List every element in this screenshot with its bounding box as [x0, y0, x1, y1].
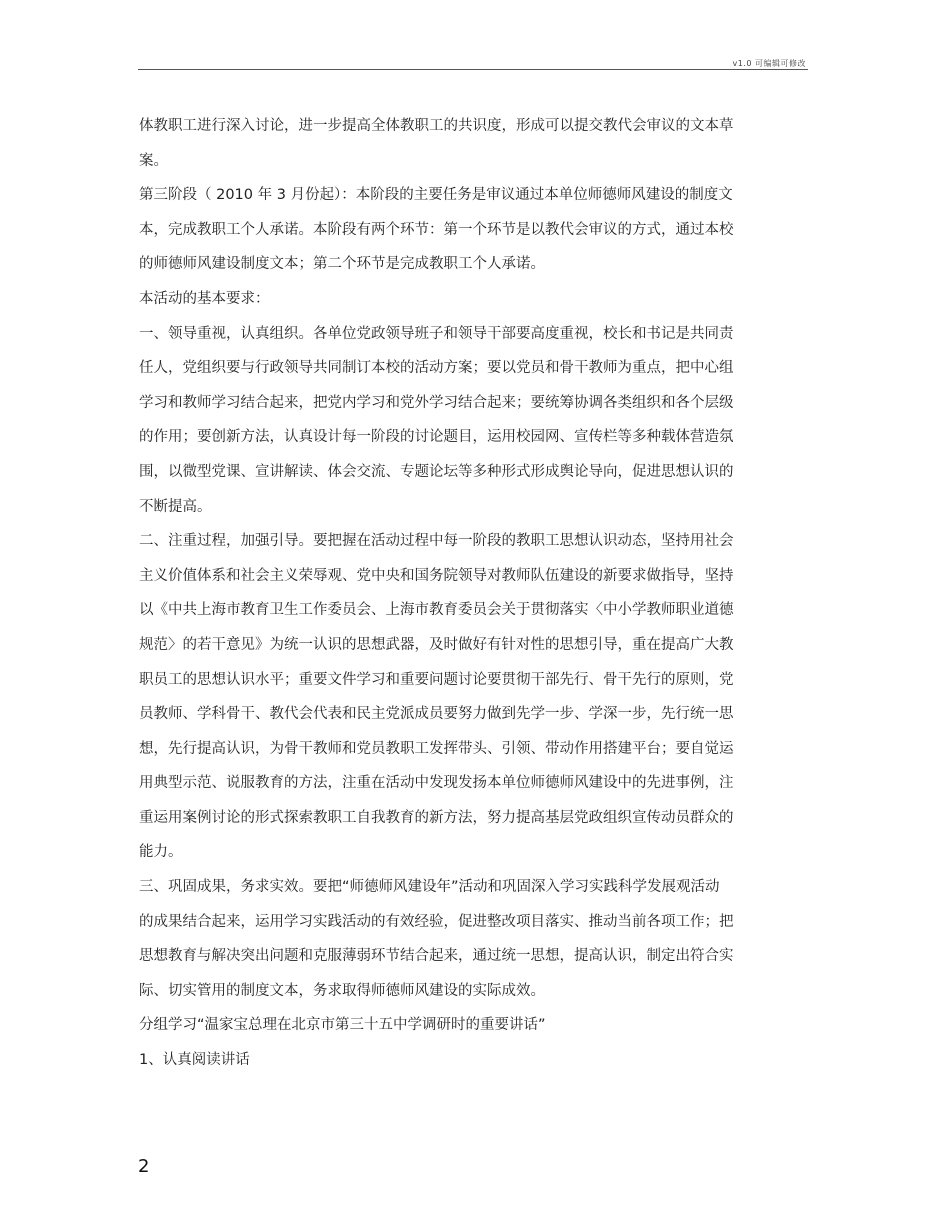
text-line: 用典型示范、说服教育的方法，注重在活动中发现发扬本单位师德师风建设中的先进事例，注: [139, 775, 734, 792]
header-divider: [138, 69, 808, 70]
text-line: 重运用案例讨论的形式探索教职工自我教育的新方法，努力提高基层党政组织宣传动员群众的: [139, 809, 734, 826]
text-line: 本，完成教职工个人承诺。本阶段有两个环节：第一个环节是以教代会审议的方式，通过本校: [139, 221, 734, 238]
text-line: 际、切实管用的制度文本，务求取得师德师风建设的实际成效。: [139, 982, 545, 999]
text-line: 体教职工进行深入讨论，进一步提高全体教职工的共识度，形成可以提交教代会审议的文本草: [139, 118, 734, 134]
text-line: 主义价值体系和社会主义荣辱观、党中央和国务院领导对教师队伍建设的新要求做指导，坚持: [139, 567, 734, 584]
text-line: 员教师、学科骨干、教代会代表和民主党派成员要努力做到先学一步、学深一步，先行统一思: [139, 706, 734, 723]
text-line: 思想教育与解决突出问题和克服薄弱环节结合起来，通过统一思想，提高认识，制定出符合实: [139, 948, 734, 965]
document-body: [139, 109, 809, 1078]
text-line: 学习和教师学习结合起来，把党内学习和党外学习结合起来；要统筹协调各类组织和各个层级: [139, 394, 734, 411]
text-line: 1、认真阅读讲话: [139, 1052, 250, 1069]
text-line: 三、巩固成果，务求实效。要把“师德师风建设年”活动和巩固深入学习实践科学发展观活动: [139, 879, 720, 896]
text-line: 职员工的思想认识水平；重要文件学习和重要问题讨论要贯彻干部先行、骨干先行的原则，党: [139, 671, 734, 688]
page-number: 2: [138, 1156, 150, 1177]
text-line: 的师德师风建设制度文本；第二个环节是完成教职工个人承诺。: [139, 256, 545, 273]
text-line: 以《中共上海市教育卫生工作委员会、上海市教育委员会关于贯彻落实〈中小学教师职业道德: [139, 602, 734, 619]
version-header: v1.0 可编辑可修改: [732, 59, 806, 68]
text-line: 第三阶段（ 2010 年 3 月份起）：本阶段的主要任务是审议通过本单位师德师风建设的制度文: [139, 187, 733, 204]
text-line: 案。: [139, 152, 168, 169]
text-line: 一、领导重视，认真组织。各单位党政领导班子和领导干部要高度重视，校长和书记是共同责: [139, 325, 734, 342]
text-line: 规范〉的若干意见》为统一认识的思想武器，及时做好有针对性的思想引导，重在提高广大教: [139, 636, 734, 653]
text-line: 的成果结合起来，运用学习实践活动的有效经验，促进整改项目落实、推动当前各项工作；把: [139, 913, 734, 930]
text-line: 任人，党组织要与行政领导共同制订本校的活动方案；要以党员和骨干教师为重点，把中心组: [139, 360, 734, 377]
text-line: 的作用；要创新方法，认真设计每一阶段的讨论题目，运用校园网、宣传栏等多种载体营造氛: [139, 429, 734, 446]
text-line: 想，先行提高认识，为骨干教师和党员教职工发挥带头、引领、带动作用搭建平台；要自觉运: [139, 740, 734, 757]
text-line: 不断提高。: [139, 498, 212, 515]
text-line: 本活动的基本要求：: [139, 290, 270, 307]
text-line: 二、注重过程，加强引导。要把握在活动过程中每一阶段的教职工思想认识动态，坚持用社会: [139, 533, 734, 550]
text-line: 围，以微型党课、宣讲解读、体会交流、专题论坛等多种形式形成舆论导向，促进思想认识的: [139, 463, 734, 480]
text-line: 分组学习“温家宝总理在北京市第三十五中学调研时的重要讲话”: [139, 1017, 546, 1034]
text-line: 能力。: [139, 844, 183, 861]
